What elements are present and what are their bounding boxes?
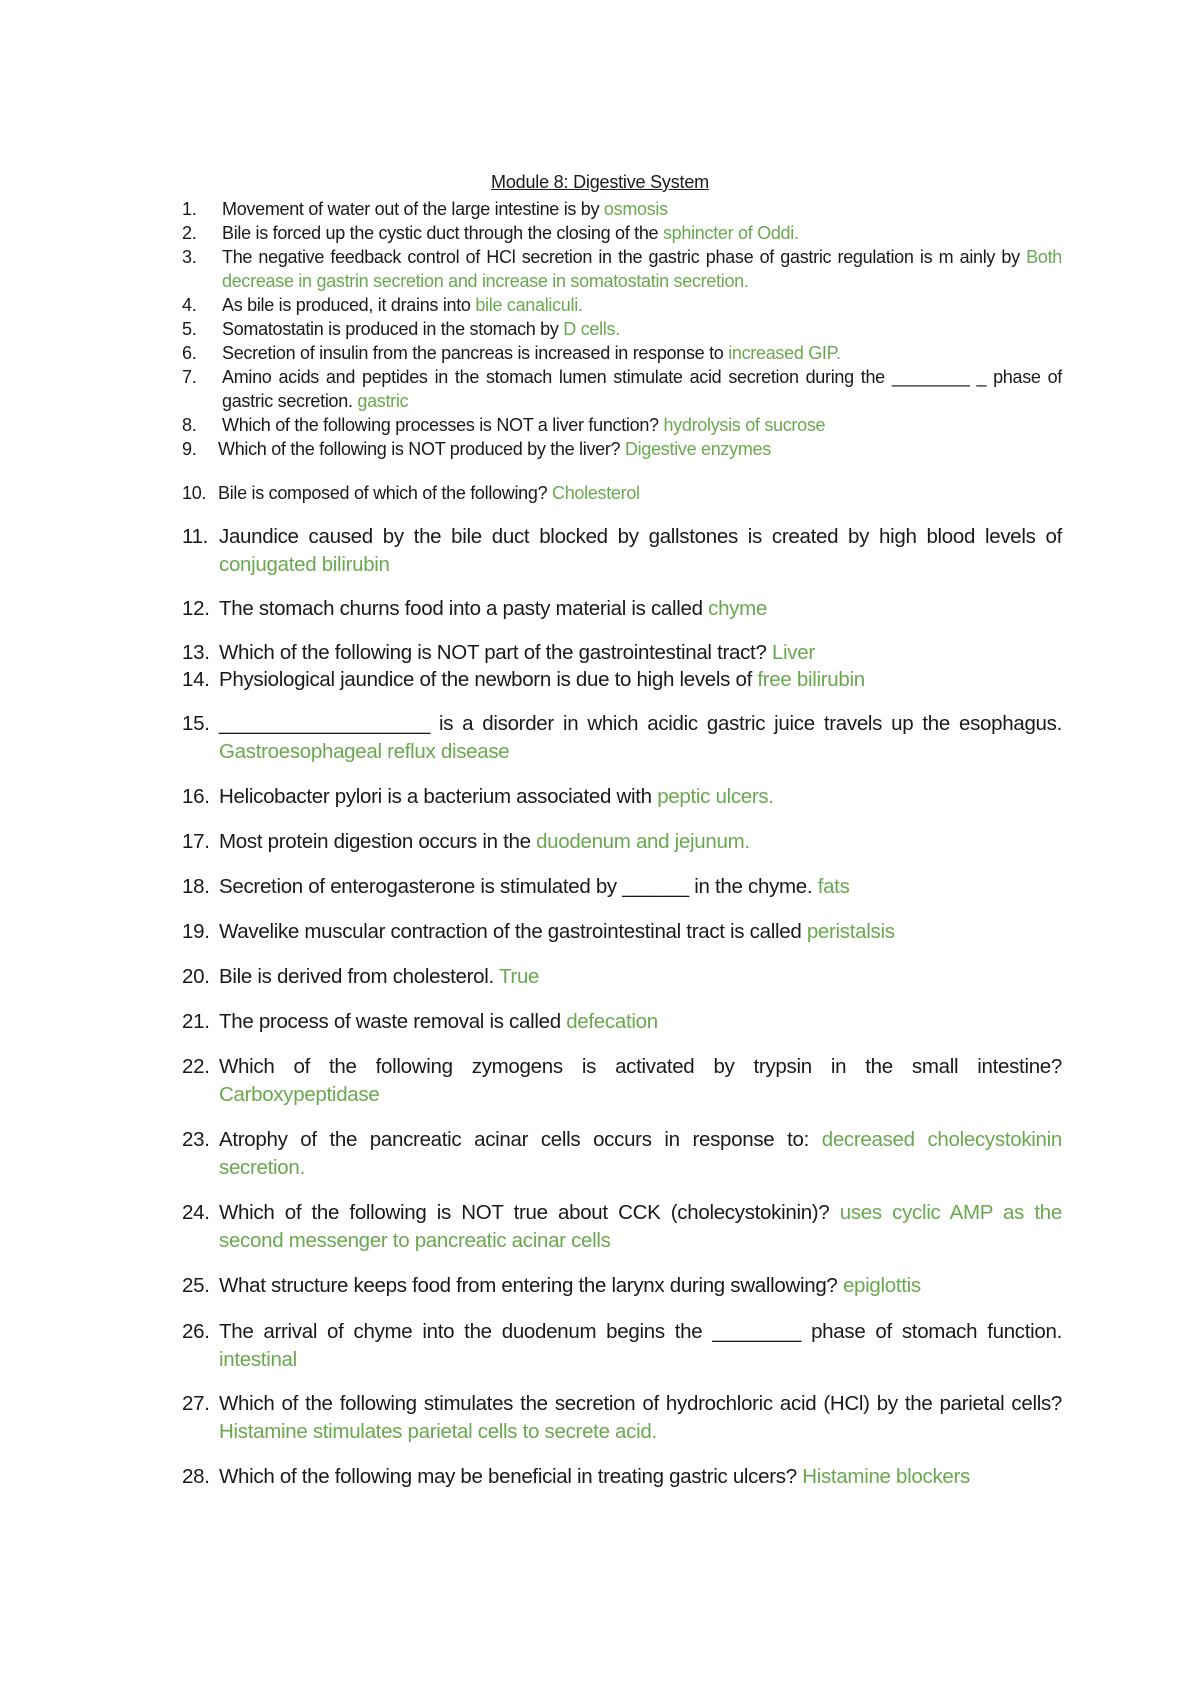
question-text: The negative feedback control of HCl secretion in the gastric phase of gastric regulation is m ainly by <box>222 247 1027 267</box>
question-item <box>182 413 1062 437</box>
question-text-block <box>219 1199 1062 1255</box>
question-text: The process of waste removal is called <box>219 1010 567 1033</box>
question-item <box>182 1272 1062 1300</box>
question-text-block <box>222 197 1062 221</box>
answer-text: Both decrease in gastrin secretion and increase in somatostatin secretion. <box>222 247 1062 291</box>
question-number: 25. <box>182 1274 210 1297</box>
question-number: 24. <box>182 1201 210 1224</box>
question-number: 17. <box>182 830 210 853</box>
question-text: Somatostatin is produced in the stomach by <box>222 319 564 339</box>
question-number: 19. <box>182 920 210 943</box>
question-text: Wavelike muscular contraction of the gastrointestinal tract is called <box>219 920 807 943</box>
answer-text: gastric <box>357 391 409 411</box>
question-text-block <box>222 413 1062 437</box>
question-text: The stomach churns food into a pasty material is called <box>219 597 709 620</box>
answer-text: Liver <box>771 641 815 664</box>
question-text-block <box>219 595 1062 623</box>
answer-text: epiglottis <box>842 1274 921 1297</box>
question-text-block <box>219 1053 1062 1109</box>
question-text-block <box>219 523 1062 579</box>
question-number: 11. <box>182 525 209 548</box>
question-text: Which of the following stimulates the secretion of hydrochloric acid (HCl) by the parietal cells? <box>219 1392 1062 1415</box>
question-number: 5. <box>182 319 197 339</box>
question-text: Secretion of insulin from the pancreas is increased in response to <box>222 343 729 363</box>
question-number: 10. <box>182 483 207 503</box>
question-text: What structure keeps food from entering the larynx during swallowing? <box>219 1274 843 1297</box>
question-text: Which of the following is NOT produced by the liver? <box>218 439 625 459</box>
question-text: As bile is produced, it drains into <box>222 295 476 315</box>
question-text: Physiological jaundice of the newborn is due to high levels of <box>219 668 758 691</box>
question-item <box>182 666 1062 694</box>
question-item <box>182 341 1062 365</box>
answer-text: peptic ulcers. <box>657 785 774 808</box>
question-text-block <box>222 365 1062 413</box>
question-number: 14. <box>182 668 210 691</box>
question-item <box>182 963 1062 991</box>
question-text-block <box>219 666 1062 694</box>
question-text: The arrival of chyme into the duodenum begins the ________ phase of stomach function. <box>219 1320 1062 1343</box>
question-number: 7. <box>182 367 197 387</box>
question-text-block <box>219 873 1062 901</box>
question-text-block <box>219 1463 1062 1491</box>
question-text-block <box>222 293 1062 317</box>
question-item <box>182 1390 1062 1446</box>
question-item <box>182 783 1062 811</box>
question-item <box>182 1318 1062 1374</box>
question-number: 3. <box>182 247 197 267</box>
question-number: 1. <box>182 199 197 219</box>
answer-text: fats <box>817 875 850 898</box>
question-text-block <box>219 639 1062 667</box>
answer-text: uses cyclic AMP as the second messenger to pancreatic acinar cells <box>219 1201 1062 1252</box>
question-number: 28. <box>182 1465 210 1488</box>
answer-text: intestinal <box>219 1348 297 1371</box>
question-text: Movement of water out of the large intestine is by <box>222 199 604 219</box>
question-text-block <box>219 1318 1062 1374</box>
question-text: Atrophy of the pancreatic acinar cells occurs in response to: <box>219 1128 822 1151</box>
question-item <box>182 1463 1062 1491</box>
answer-text: peristalsis <box>806 920 895 943</box>
question-item <box>182 1053 1062 1109</box>
answer-text: True <box>498 965 540 988</box>
question-text: Helicobacter pylori is a bacterium associated with <box>219 785 658 808</box>
question-number: 6. <box>182 343 197 363</box>
question-text: Bile is composed of which of the following? <box>218 483 552 503</box>
question-number: 23. <box>182 1128 210 1151</box>
answer-text: increased GIP. <box>728 343 841 363</box>
answer-text: decreased cholecystokinin secretion. <box>219 1128 1062 1179</box>
question-text-block <box>219 1272 1062 1300</box>
question-text-block <box>219 1390 1062 1446</box>
answer-text: free bilirubin <box>757 668 865 691</box>
answer-text: hydrolysis of sucrose <box>663 415 826 435</box>
question-item <box>182 710 1062 766</box>
question-item <box>182 873 1062 901</box>
question-text-block <box>218 437 1062 461</box>
question-text: Amino acids and peptides in the stomach lumen stimulate acid secretion during the ________ _ phase of gastric secretion. <box>222 367 1062 411</box>
question-text-block <box>219 1008 1062 1036</box>
question-number: 2. <box>182 223 197 243</box>
question-text-block <box>219 710 1062 766</box>
answer-text: Digestive enzymes <box>624 439 771 459</box>
question-text: Bile is derived from cholesterol. <box>219 965 499 988</box>
question-text: ___________________ is a disorder in which acidic gastric juice travels up the esophagus. <box>219 712 1062 735</box>
answer-text: bile canaliculi. <box>475 295 583 315</box>
question-item <box>182 481 1062 505</box>
question-item <box>182 245 1062 293</box>
answer-text: Histamine blockers <box>802 1465 970 1488</box>
question-text: Jaundice caused by the bile duct blocked by gallstones is created by high blood levels of <box>219 525 1062 548</box>
answer-text: osmosis <box>603 199 668 219</box>
question-number: 27. <box>182 1392 210 1415</box>
question-text: Which of the following may be beneficial in treating gastric ulcers? <box>219 1465 803 1488</box>
question-item <box>182 1199 1062 1255</box>
question-text: Bile is forced up the cystic duct through the closing of the <box>222 223 663 243</box>
question-number: 18. <box>182 875 210 898</box>
question-number: 26. <box>182 1320 210 1343</box>
question-text-block <box>219 1126 1062 1182</box>
question-text: Which of the following zymogens is activated by trypsin in the small intestine? <box>219 1055 1062 1078</box>
question-text-block <box>222 245 1062 293</box>
question-text: Which of the following processes is NOT a liver function? <box>222 415 664 435</box>
question-number: 4. <box>182 295 197 315</box>
question-item <box>182 828 1062 856</box>
answer-text: sphincter of Oddi. <box>662 223 799 243</box>
question-item <box>182 523 1062 579</box>
question-number: 13. <box>182 641 210 664</box>
question-text-block <box>219 828 1062 856</box>
question-number: 15. <box>182 712 210 735</box>
question-text-block <box>222 317 1062 341</box>
question-item <box>182 437 1062 461</box>
question-item <box>182 639 1062 667</box>
question-item <box>182 197 1062 221</box>
question-item <box>182 1126 1062 1182</box>
question-text-block <box>222 221 1062 245</box>
answer-text: duodenum and jejunum. <box>536 830 750 853</box>
question-number: 21. <box>182 1010 210 1033</box>
question-item <box>182 365 1062 413</box>
question-text-block <box>219 783 1062 811</box>
question-item <box>182 918 1062 946</box>
question-text-block <box>218 481 1062 505</box>
question-number: 12. <box>182 597 210 620</box>
answer-text: Gastroesophageal reflux disease <box>219 740 510 763</box>
question-text: Most protein digestion occurs in the <box>219 830 537 853</box>
answer-text: Cholesterol <box>552 483 640 503</box>
question-number: 8. <box>182 415 197 435</box>
answer-text: Carboxypeptidase <box>219 1083 380 1106</box>
question-text: Which of the following is NOT part of the gastrointestinal tract? <box>219 641 772 664</box>
answer-text: defecation <box>566 1010 658 1033</box>
answer-text: D cells. <box>563 319 620 339</box>
question-text: Which of the following is NOT true about CCK (cholecystokinin)? <box>219 1201 840 1224</box>
question-item <box>182 595 1062 623</box>
question-text: Secretion of enterogasterone is stimulated by ______ in the chyme. <box>219 875 818 898</box>
question-number: 9. <box>182 439 197 459</box>
page-title: Module 8: Digestive System <box>491 172 709 192</box>
question-number: 16. <box>182 785 210 808</box>
answer-text: Histamine stimulates parietal cells to secrete acid. <box>219 1420 657 1443</box>
question-number: 22. <box>182 1055 210 1078</box>
question-item <box>182 293 1062 317</box>
question-item <box>182 221 1062 245</box>
question-text-block <box>222 341 1062 365</box>
question-text-block <box>219 963 1062 991</box>
question-item <box>182 1008 1062 1036</box>
question-text-block <box>219 918 1062 946</box>
answer-text: conjugated bilirubin <box>219 553 390 576</box>
question-number: 20. <box>182 965 210 988</box>
question-item <box>182 317 1062 341</box>
answer-text: chyme <box>708 597 768 620</box>
